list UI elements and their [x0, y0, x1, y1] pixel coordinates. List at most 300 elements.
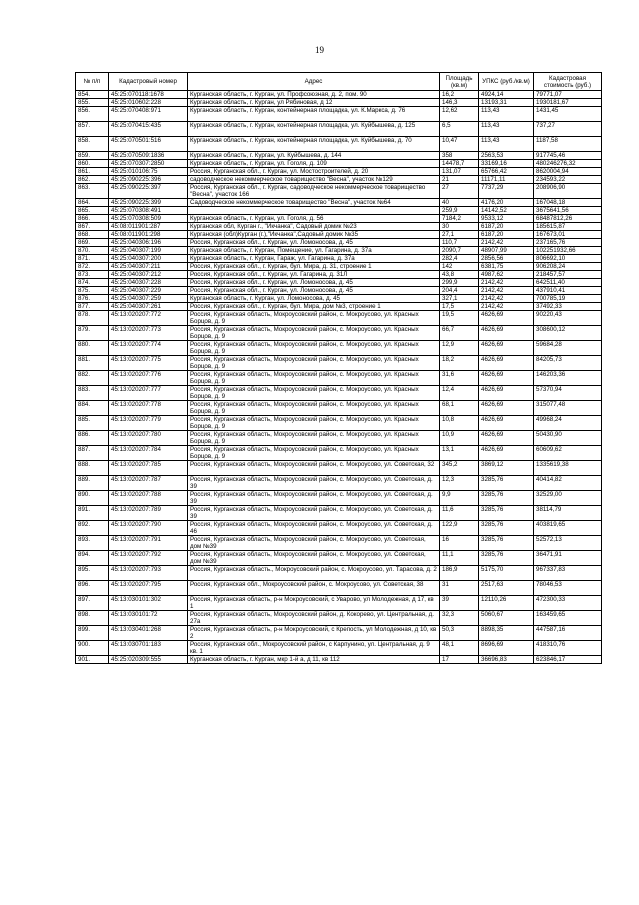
table-row	[76, 506, 602, 521]
row-number: 856.	[76, 107, 109, 122]
address: Россия, Курганская область, Мокроусовский район, с. Мокроусово, ул. Красных Борцов, д. 9	[188, 371, 440, 386]
upks: 14142,52	[479, 207, 534, 215]
row-number: 861.	[76, 168, 109, 176]
table-row	[76, 176, 602, 184]
address: Россия, Курганская обл., г. Курган, ул. Мостостроителей, д. 20	[188, 168, 440, 176]
cadastral-cost: 185615,87	[534, 223, 602, 231]
cadastral-number: 45:25:020309:555	[109, 656, 188, 664]
area: 31,6	[440, 371, 479, 386]
cadastral-cost: 102251932,66	[534, 247, 602, 255]
cadastral-cost: 315077,48	[534, 401, 602, 416]
address: Россия, Курганская область, Мокроусовский район, с. Мокроусово, ул. Советская, д. 39	[188, 476, 440, 491]
area: 30	[440, 223, 479, 231]
area: 10,8	[440, 416, 479, 431]
table-body	[76, 91, 602, 664]
area: 31	[440, 581, 479, 596]
cadastral-cost: 403819,65	[534, 521, 602, 536]
address: Россия, Курганская обл., Мокроусовский район, с Карпунино, ул. Центральная, д. 9 кв. 1	[188, 641, 440, 656]
upks: 4626,69	[479, 356, 534, 371]
row-number: 875.	[76, 287, 109, 295]
area: 7184,2	[440, 215, 479, 223]
cadastral-cost: 57370,94	[534, 386, 602, 401]
area: 21	[440, 176, 479, 184]
area: 282,4	[440, 255, 479, 263]
cadastral-cost: 50430,90	[534, 431, 602, 446]
row-number: 886.	[76, 431, 109, 446]
row-number: 900.	[76, 641, 109, 656]
area: 13,1	[440, 446, 479, 461]
upks: 4626,69	[479, 446, 534, 461]
upks: 2142,42	[479, 279, 534, 287]
table-row	[76, 215, 602, 223]
upks: 9533,12	[479, 215, 534, 223]
upks: 48907,99	[479, 247, 534, 255]
address: Россия, Курганская область, Мокроусовский район, с. Мокроусово, ул. Красных Борцов, д. 9	[188, 416, 440, 431]
table-row	[76, 416, 602, 431]
table-row	[76, 287, 602, 295]
cadastral-number: 45:13:030101:302	[109, 596, 188, 611]
cadastral-number: 45:25:040307:212	[109, 271, 188, 279]
table-row	[76, 279, 602, 287]
upks: 6381,75	[479, 263, 534, 271]
upks: 4626,69	[479, 371, 534, 386]
address: Россия, Курганская область, Мокроусовский район, с. Мокроусово, ул. Советская, д. 46	[188, 521, 440, 536]
header-area: Площадь (кв.м)	[440, 73, 479, 91]
row-number: 885.	[76, 416, 109, 431]
area: 11,6	[440, 506, 479, 521]
area: 358	[440, 152, 479, 160]
cadastral-number: 45:25:040307:211	[109, 263, 188, 271]
cadastral-cost: 967337,83	[534, 566, 602, 581]
upks: 3285,76	[479, 506, 534, 521]
table-row	[76, 431, 602, 446]
area: 299,9	[440, 279, 479, 287]
cadastral-number: 45:13:020207:790	[109, 521, 188, 536]
upks: 4626,69	[479, 341, 534, 356]
cadastral-number: 45:13:020207:784	[109, 446, 188, 461]
address: Курганская область, г. Курган, контейнерная площадка, ул. Куйбышева, д. 125	[188, 122, 440, 137]
upks: 3285,76	[479, 536, 534, 551]
upks: 13193,31	[479, 99, 534, 107]
area: 43,8	[440, 271, 479, 279]
address: Россия, Курганская область, р-н Мокроусовский, с Крепость, ул Молодежная, д 10, кв 2	[188, 626, 440, 641]
cadastral-number: 45:25:090225:396	[109, 176, 188, 184]
cadastral-number: 45:25:070308:509	[109, 215, 188, 223]
upks: 7737,29	[479, 184, 534, 199]
address: Россия, Курганская область, р-н Мокроусовский, с Уварово, ул Молодежная, д 17, кв 1	[188, 596, 440, 611]
cadastral-cost: 623846,17	[534, 656, 602, 664]
area: 11,1	[440, 551, 479, 566]
cadastral-cost: 167048,18	[534, 199, 602, 207]
cadastral-cost: 52572,13	[534, 536, 602, 551]
address: Россия, Курганская область, Мокроусовский район, с. Мокроусово, ул. Советская, дом №39	[188, 551, 440, 566]
row-number: 896.	[76, 581, 109, 596]
row-number: 866.	[76, 215, 109, 223]
row-number: 860.	[76, 160, 109, 168]
cadastral-number: 45:25:070509:1836	[109, 152, 188, 160]
area: 146,3	[440, 99, 479, 107]
cadastral-number: 45:25:010602:228	[109, 99, 188, 107]
table-row	[76, 566, 602, 581]
upks: 2142,42	[479, 287, 534, 295]
row-number: 868.	[76, 231, 109, 239]
address: Россия, Курганская обл., г. Курган, ул. Ломоносова, д. 45	[188, 239, 440, 247]
cadastral-number: 45:25:090225:397	[109, 184, 188, 199]
row-number: 858.	[76, 137, 109, 152]
cadastral-cost: 60609,62	[534, 446, 602, 461]
cadastral-number: 45:25:040307:261	[109, 303, 188, 311]
table-row	[76, 231, 602, 239]
table-row	[76, 295, 602, 303]
cadastral-cost: 40414,82	[534, 476, 602, 491]
table-row	[76, 476, 602, 491]
address: Россия, Курганская область, Мокроусовский район, с. Мокроусово, ул. Красных Борцов, д. 9	[188, 446, 440, 461]
cadastral-number: 45:13:020207:779	[109, 416, 188, 431]
address: Россия, Курганская область, Мокроусовский район, с. Мокроусово, ул. Красных Борцов, д. 9	[188, 311, 440, 326]
row-number: 888.	[76, 461, 109, 476]
cadastral-number: 45:25:070308:491	[109, 207, 188, 215]
table-row	[76, 263, 602, 271]
cadastral-cost: 59684,28	[534, 341, 602, 356]
row-number: 865.	[76, 207, 109, 215]
upks: 5175,70	[479, 566, 534, 581]
cadastral-cost: 79771,07	[534, 91, 602, 99]
table-row	[76, 223, 602, 231]
area: 6,5	[440, 122, 479, 137]
area: 12,3	[440, 476, 479, 491]
table-row	[76, 247, 602, 255]
address: Курганская область, г. Курган, контейнерная площадка, ул. Куйбышева, д. 70	[188, 137, 440, 152]
table-row	[76, 168, 602, 176]
cadastral-number: 45:13:020207:788	[109, 491, 188, 506]
cadastral-cost: 49968,24	[534, 416, 602, 431]
row-number: 876.	[76, 295, 109, 303]
row-number: 897.	[76, 596, 109, 611]
table-row	[76, 461, 602, 476]
upks: 2563,53	[479, 152, 534, 160]
area: 12,4	[440, 386, 479, 401]
table-row	[76, 311, 602, 326]
cadastral-cost: 146203,36	[534, 371, 602, 386]
address: Россия, Курганская область, Мокроусовский район, с. Мокроусово, ул. Советская, д. 39	[188, 491, 440, 506]
area: 66,7	[440, 326, 479, 341]
table-row	[76, 122, 602, 137]
row-number: 862.	[76, 176, 109, 184]
table-row	[76, 641, 602, 656]
cadastral-number: 45:13:030101:72	[109, 611, 188, 626]
address: Россия, Курганская область, Мокроусовский район, с. Мокроусово, ул. Красных Борцов, д. 9	[188, 386, 440, 401]
row-number: 895.	[76, 566, 109, 581]
row-number: 901.	[76, 656, 109, 664]
upks: 36696,83	[479, 656, 534, 664]
cadastral-number: 45:25:040307:200	[109, 255, 188, 263]
row-number: 857.	[76, 122, 109, 137]
area: 18,2	[440, 356, 479, 371]
table-row	[76, 107, 602, 122]
cadastral-cost: 437910,41	[534, 287, 602, 295]
table-header-row	[76, 73, 602, 91]
cadastral-number: 45:25:040306:196	[109, 239, 188, 247]
upks: 4924,14	[479, 91, 534, 99]
table-row	[76, 160, 602, 168]
row-number: 882.	[76, 371, 109, 386]
cadastral-cost: 700785,19	[534, 295, 602, 303]
table-row	[76, 184, 602, 199]
cadastral-number: 45:08:011901:287	[109, 223, 188, 231]
area: 68,1	[440, 401, 479, 416]
table-row	[76, 152, 602, 160]
upks: 2142,42	[479, 295, 534, 303]
row-number: 892.	[76, 521, 109, 536]
address: Курганская область, г. Курган, Помещение, ул. Гагарина, д. 37а	[188, 247, 440, 255]
cadastral-number: 45:13:020207:791	[109, 536, 188, 551]
cadastral-cost: 90220,43	[534, 311, 602, 326]
area: 48,1	[440, 641, 479, 656]
cadastral-number: 45:25:040307:229	[109, 287, 188, 295]
cadastral-number: 45:13:030701:183	[109, 641, 188, 656]
row-number: 883.	[76, 386, 109, 401]
area: 345,2	[440, 461, 479, 476]
cadastral-number: 45:25:070118:1678	[109, 91, 188, 99]
cadastral-number: 45:13:020207:792	[109, 551, 188, 566]
upks: 113,43	[479, 137, 534, 152]
row-number: 877.	[76, 303, 109, 311]
table-row	[76, 536, 602, 551]
address: Россия, Курганская область, Мокроусовский район, с. Мокроусово, ул. Красных Борцов, д. 9	[188, 401, 440, 416]
cadastral-cost: 218457,57	[534, 271, 602, 279]
cadastral-cost: 1431,45	[534, 107, 602, 122]
address: Россия, Курганская обл., г. Курган, бул. Мира, д. 31, строение 1	[188, 263, 440, 271]
upks: 2856,56	[479, 255, 534, 263]
table-row	[76, 303, 602, 311]
cadastral-number: 45:25:040307:259	[109, 295, 188, 303]
table-row	[76, 271, 602, 279]
cadastral-number: 45:13:020207:773	[109, 326, 188, 341]
upks: 6187,20	[479, 231, 534, 239]
upks: 8898,35	[479, 626, 534, 641]
table-row	[76, 356, 602, 371]
address: Россия, Курганская обл., г. Курган, ул. Ломоносова, д. 45	[188, 287, 440, 295]
area: 259,9	[440, 207, 479, 215]
header-number: № п/п	[76, 73, 109, 91]
address: Курганская область, г. Курган, ул. Гоголя, д. 109	[188, 160, 440, 168]
address: Россия, Курганская область., Мокроусовский район, с. Мокроусово, ул. Тарасова, д. 2	[188, 566, 440, 581]
address: Россия, Курганская область, Мокроусовский район, с. Мокроусово, ул. Красных Борцов, д. 9	[188, 326, 440, 341]
upks: 11171,11	[479, 176, 534, 184]
area: 12,9	[440, 341, 479, 356]
upks: 3285,76	[479, 491, 534, 506]
cadastral-cost: 234593,22	[534, 176, 602, 184]
area: 39	[440, 596, 479, 611]
cadastral-cost: 68487812,26	[534, 215, 602, 223]
table-row	[76, 446, 602, 461]
cadastral-cost: 447587,16	[534, 626, 602, 641]
cadastral-number: 45:25:070408:971	[109, 107, 188, 122]
table-row	[76, 371, 602, 386]
row-number: 890.	[76, 491, 109, 506]
row-number: 893.	[76, 536, 109, 551]
table-row	[76, 207, 602, 215]
cadastral-cost: 917745,46	[534, 152, 602, 160]
upks: 2142,42	[479, 303, 534, 311]
area: 27	[440, 184, 479, 199]
cadastral-cost: 472300,33	[534, 596, 602, 611]
area: 12,62	[440, 107, 479, 122]
row-number: 855.	[76, 99, 109, 107]
area: 10,47	[440, 137, 479, 152]
cadastral-cost: 78046,53	[534, 581, 602, 596]
row-number: 879.	[76, 326, 109, 341]
row-number: 878.	[76, 311, 109, 326]
upks: 12110,26	[479, 596, 534, 611]
row-number: 854.	[76, 91, 109, 99]
cadastral-cost: 642511,40	[534, 279, 602, 287]
address: Курганская область, г. Курган, ул Рябиновая, д 12	[188, 99, 440, 107]
area: 2090,7	[440, 247, 479, 255]
cadastral-number: 45:13:020207:772	[109, 311, 188, 326]
address: Россия, Курганская область, Мокроусовский район, с. Мокроусово, ул. Красных Борцов, д. 9	[188, 341, 440, 356]
cadastral-number: 45:08:011901:298	[109, 231, 188, 239]
upks: 8696,69	[479, 641, 534, 656]
upks: 3869,12	[479, 461, 534, 476]
cadastral-cost: 38114,79	[534, 506, 602, 521]
cadastral-number: 45:13:030401:268	[109, 626, 188, 641]
row-number: 873.	[76, 271, 109, 279]
area: 122,9	[440, 521, 479, 536]
row-number: 859.	[76, 152, 109, 160]
cadastral-cost: 84205,73	[534, 356, 602, 371]
upks: 4626,69	[479, 311, 534, 326]
cadastral-number: 45:13:020207:793	[109, 566, 188, 581]
upks: 2142,42	[479, 239, 534, 247]
cadastral-cost: 480246276,32	[534, 160, 602, 168]
address: садоводческое некоммерческое товарищество "Весна", участок №129	[188, 176, 440, 184]
row-number: 872.	[76, 263, 109, 271]
cadastral-number: 45:25:010106:75	[109, 168, 188, 176]
upks: 4626,69	[479, 326, 534, 341]
cadastral-number: 45:13:020207:778	[109, 401, 188, 416]
address: Россия, Курганская обл., г. Курган, ул. Гагарина, д. 31Л	[188, 271, 440, 279]
cadastral-cost: 906208,24	[534, 263, 602, 271]
cadastral-cost: 163459,65	[534, 611, 602, 626]
row-number: 864.	[76, 199, 109, 207]
area: 131,07	[440, 168, 479, 176]
area: 10,9	[440, 431, 479, 446]
table-row	[76, 521, 602, 536]
address: Россия, Курганская область, Мокроусовский район, с. Мокроусово, ул. Советская, дом №39	[188, 536, 440, 551]
area: 40	[440, 199, 479, 207]
address: Курганская область, г. Курган, контейнерная площадка, ул. К.Маркса, д. 76	[188, 107, 440, 122]
cadastral-number: 45:13:020207:780	[109, 431, 188, 446]
address: Садоводческое некоммерческое товарищество "Весна", участок №64	[188, 199, 440, 207]
row-number: 863.	[76, 184, 109, 199]
cadastral-cost: 37492,33	[534, 303, 602, 311]
row-number: 880.	[76, 341, 109, 356]
upks: 33169,16	[479, 160, 534, 168]
cadastral-registry-table	[75, 72, 602, 664]
address: Россия, Курганская обл., г. Курган, ул. Ломоносова, д. 45	[188, 279, 440, 287]
address: Россия, Курганская область, Мокроусовский район, с. Мокроусово, ул. Советская, 32	[188, 461, 440, 476]
row-number: 869.	[76, 239, 109, 247]
address: Курганская область, г. Курган, мкр 1-й а, д 11, кв 112	[188, 656, 440, 664]
cadastral-cost: 1187,58	[534, 137, 602, 152]
area: 9,9	[440, 491, 479, 506]
cadastral-cost: 32529,00	[534, 491, 602, 506]
cadastral-number: 45:13:020207:787	[109, 476, 188, 491]
table-row	[76, 341, 602, 356]
address: Курганская (обл)Курган (г.),"Икчанка",Садовый домик №35	[188, 231, 440, 239]
area: 14478,7	[440, 160, 479, 168]
upks: 6187,20	[479, 223, 534, 231]
cadastral-number: 45:13:020207:795	[109, 581, 188, 596]
address: Курганская область, г. Курган, Гараж, ул. Гагарина, д. 37а	[188, 255, 440, 263]
cadastral-number: 45:13:020207:785	[109, 461, 188, 476]
header-cadastral-cost: Кадастровая стоимость (руб.)	[534, 73, 602, 91]
page-number: 19	[315, 45, 324, 55]
table-row	[76, 255, 602, 263]
area: 50,3	[440, 626, 479, 641]
table-row	[76, 611, 602, 626]
row-number: 871.	[76, 255, 109, 263]
upks: 65766,42	[479, 168, 534, 176]
area: 17	[440, 656, 479, 664]
address: Курганская область, г. Курган, ул. Профсоюзная, д. 2, пом. 90	[188, 91, 440, 99]
cadastral-number: 45:25:070307:2850	[109, 160, 188, 168]
row-number: 894.	[76, 551, 109, 566]
row-number: 898.	[76, 611, 109, 626]
cadastral-number: 45:13:020207:775	[109, 356, 188, 371]
upks: 4987,62	[479, 271, 534, 279]
cadastral-number: 45:25:040307:228	[109, 279, 188, 287]
cadastral-number: 45:25:070415:435	[109, 122, 188, 137]
upks: 2517,63	[479, 581, 534, 596]
cadastral-cost: 737,27	[534, 122, 602, 137]
cadastral-number: 45:25:090225:399	[109, 199, 188, 207]
cadastral-cost: 208906,90	[534, 184, 602, 199]
upks: 4626,69	[479, 431, 534, 446]
cadastral-number: 45:13:020207:774	[109, 341, 188, 356]
cadastral-number: 45:13:020207:777	[109, 386, 188, 401]
address: Россия, Курганская область, Мокроусовский район, с. Мокроусово, ул. Красных Борцов, д. 9	[188, 431, 440, 446]
table-row	[76, 626, 602, 641]
row-number: 881.	[76, 356, 109, 371]
row-number: 889.	[76, 476, 109, 491]
row-number: 899.	[76, 626, 109, 641]
table-row	[76, 551, 602, 566]
table-row	[76, 239, 602, 247]
row-number: 874.	[76, 279, 109, 287]
table-row	[76, 401, 602, 416]
table-row	[76, 491, 602, 506]
table-row	[76, 137, 602, 152]
area: 142	[440, 263, 479, 271]
cadastral-cost: 8620004,94	[534, 168, 602, 176]
area: 327,1	[440, 295, 479, 303]
cadastral-number: 45:13:020207:789	[109, 506, 188, 521]
row-number: 884.	[76, 401, 109, 416]
upks: 3285,76	[479, 521, 534, 536]
header-cadastral-number: Кадастровый номер	[109, 73, 188, 91]
cadastral-number: 45:25:040307:199	[109, 247, 188, 255]
address: Россия, Курганская обл., Мокроусовский район, с. Мокроусово, ул. Советская, 38	[188, 581, 440, 596]
table-row	[76, 596, 602, 611]
cadastral-cost: 1930181,67	[534, 99, 602, 107]
address: Курганская область, г. Курган, ул. Куйбышева, д. 144	[188, 152, 440, 160]
address	[188, 207, 440, 215]
address: Курганская обл, Курган г., "Икчанка", Садовый домик №23	[188, 223, 440, 231]
cadastral-cost: 806692,10	[534, 255, 602, 263]
cadastral-cost: 308600,12	[534, 326, 602, 341]
